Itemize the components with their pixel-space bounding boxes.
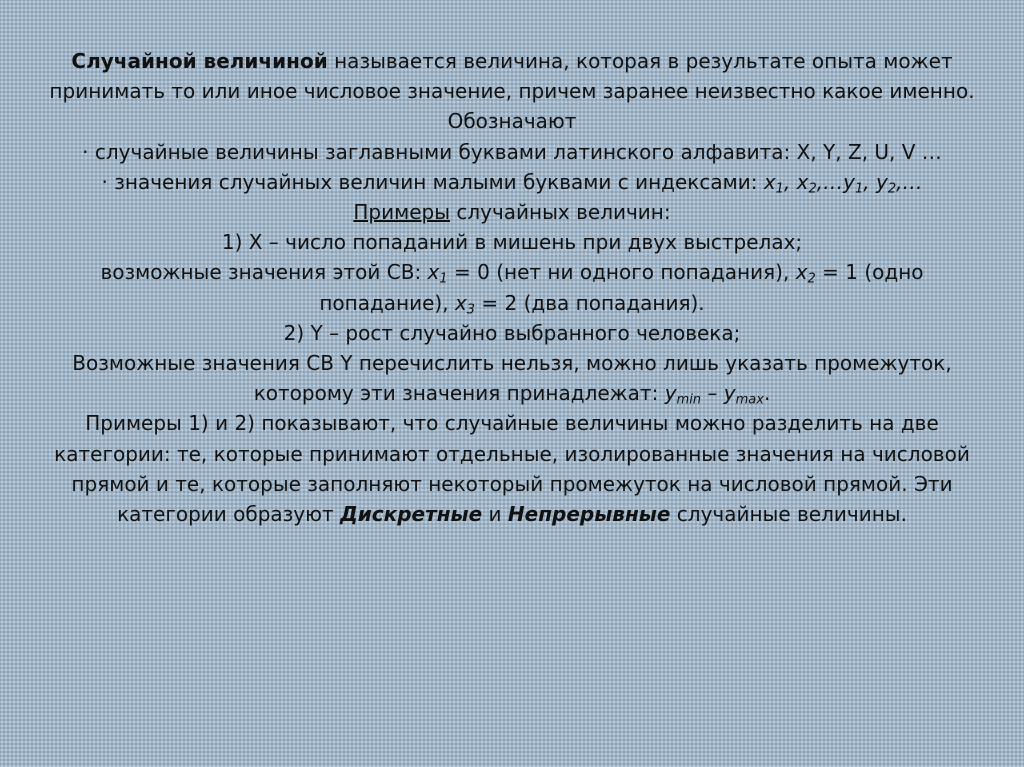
example-1-title: 1) X – число попаданий в мишень при двух выстрелах; xyxy=(221,230,803,255)
definition-text: называется величина, которая в результате опыта может принимать то или иное числовое значение, причем заранее неизвестно какое именно. xyxy=(49,49,975,104)
example-2-values: Возможные значения СВ Y перечислить нельзя, можно лишь указать промежуток, которому эти значения принадлежат: $y_{min} - y_{max}$. xyxy=(72,351,952,408)
example-1-values: возможные значения этой СВ: $x_1 = 0$ (нет ни одного попадания), $x_2 = 1$ (одно попадание), $x_3 = 2$ (два попадания). xyxy=(100,260,924,317)
examples-heading: Примеры случайных величин: xyxy=(353,200,671,225)
examples-heading-underlined: Примеры xyxy=(353,200,450,225)
term-discrete: Дискретные xyxy=(339,502,483,527)
conclusion: Примеры 1) и 2) показывают, что случайные величины можно разделить на две категории: те, которые принимают отдельные, изолированные значения на числовой прямой и те, которые заполняют некоторый промежуток на числовой прямой. Эти категории образуют Дискретные и Непрерывные случайные величины. xyxy=(54,411,970,527)
term-continuous: Непрерывные xyxy=(507,502,671,527)
bullet2-text: · значения случайных величин малыми буквами с индексами: xyxy=(101,169,764,194)
definition xyxy=(40,46,984,106)
formula-x: $x_1$, $x_2,\dots y_1$, $y_2,\dots$ xyxy=(763,169,923,197)
denote-bullet-uppercase: · случайные величины заглавными буквами латинского алфавита: X, Y, Z, U, V … xyxy=(82,139,942,164)
denote-bullet-lowercase xyxy=(40,167,984,197)
example-2-title: 2) Y – рост случайно выбранного человека; xyxy=(283,320,741,345)
slide-text xyxy=(40,46,984,529)
definition-term: Случайной величиной xyxy=(71,49,328,73)
denote-heading: Обозначают xyxy=(447,109,577,134)
